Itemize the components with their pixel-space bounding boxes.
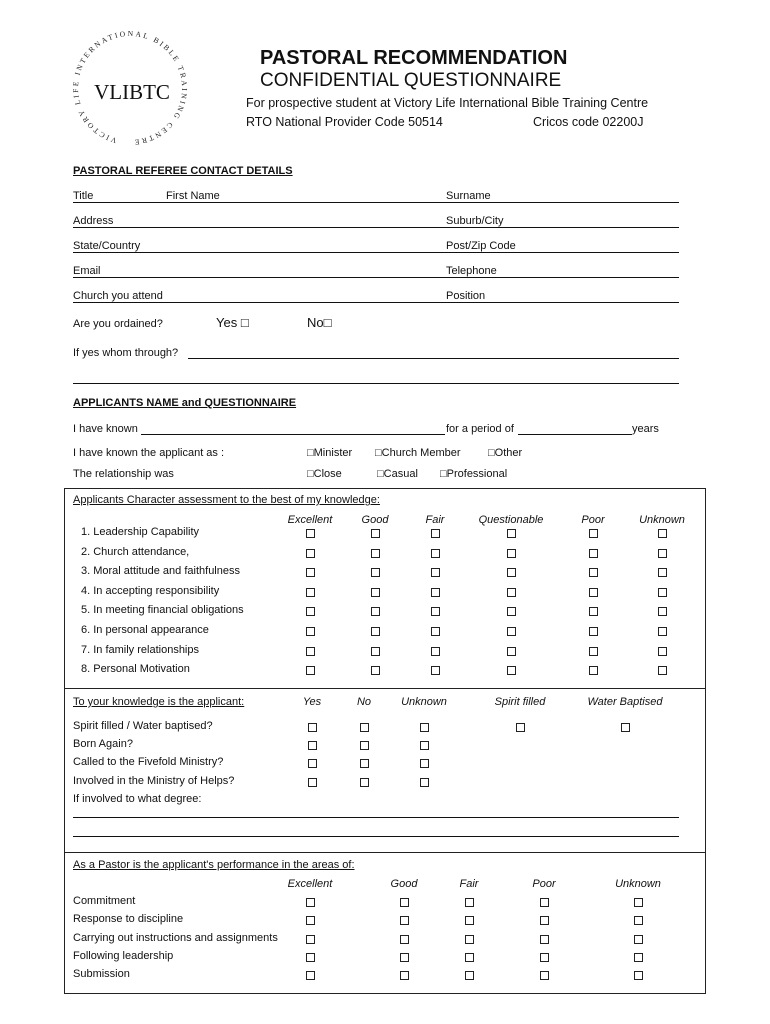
knowledge-item-label: Called to the Fivefold Ministry?	[73, 756, 224, 769]
character-item-label: 3. Moral attitude and faithfulness	[81, 565, 240, 578]
performance-col-good: Good	[390, 878, 418, 890]
performance-checkbox[interactable]	[306, 898, 315, 907]
character-checkbox[interactable]	[371, 647, 380, 656]
character-checkbox[interactable]	[658, 647, 667, 656]
knowledge-item-label: Involved in the Ministry of Helps?	[73, 774, 235, 787]
years-label: years	[632, 423, 659, 435]
character-col-good: Good	[361, 514, 389, 526]
performance-checkbox[interactable]	[306, 916, 315, 925]
performance-checkbox[interactable]	[634, 935, 643, 944]
character-checkbox[interactable]	[431, 647, 440, 656]
knowledge-checkbox[interactable]	[420, 759, 429, 768]
surname-label: Surname	[446, 190, 491, 202]
character-checkbox[interactable]	[371, 549, 380, 558]
known-as-label: I have known the applicant as :	[73, 447, 225, 459]
character-checkbox[interactable]	[371, 568, 380, 577]
character-item-label: 1. Leadership Capability	[81, 526, 200, 538]
character-checkbox[interactable]	[371, 588, 380, 597]
character-checkbox[interactable]	[658, 529, 667, 538]
knowledge-checkbox[interactable]	[360, 778, 369, 787]
church-field-line[interactable]	[73, 302, 679, 303]
performance-col-poor: Poor	[532, 878, 556, 890]
vlibtc-logo	[60, 30, 200, 150]
character-item-label: 8. Personal Motivation	[81, 663, 190, 676]
performance-checkbox[interactable]	[465, 916, 474, 925]
character-checkbox[interactable]	[589, 529, 598, 538]
knowledge-col-spirit-filled: Spirit filled	[494, 696, 546, 708]
other-option[interactable]: □Other	[488, 447, 523, 459]
character-checkbox[interactable]	[589, 666, 598, 675]
character-checkbox[interactable]	[507, 627, 516, 636]
character-checkbox[interactable]	[507, 666, 516, 675]
email-label: Email	[73, 265, 101, 277]
knowledge-item-label: Born Again?	[73, 738, 133, 751]
knowledge-checkbox[interactable]	[420, 778, 429, 787]
performance-checkbox[interactable]	[465, 935, 474, 944]
character-checkbox[interactable]	[507, 549, 516, 558]
performance-checkbox[interactable]	[634, 953, 643, 962]
knowledge-checkbox[interactable]	[420, 723, 429, 732]
knowledge-col-yes: Yes	[302, 696, 322, 708]
performance-checkbox[interactable]	[540, 971, 549, 980]
character-checkbox[interactable]	[507, 607, 516, 616]
character-checkbox[interactable]	[431, 549, 440, 558]
character-checkbox[interactable]	[507, 529, 516, 538]
performance-col-unknown: Unknown	[615, 878, 661, 890]
character-checkbox[interactable]	[306, 588, 315, 597]
knowledge-checkbox[interactable]	[621, 723, 630, 732]
position-label: Position	[446, 290, 486, 302]
cricos-code: Cricos code 02200J	[533, 115, 644, 129]
period-field-line[interactable]	[518, 434, 632, 435]
character-checkbox[interactable]	[306, 647, 315, 656]
character-checkbox[interactable]	[431, 627, 440, 636]
page-subtitle: CONFIDENTIAL QUESTIONNAIRE	[260, 70, 562, 91]
character-heading: Applicants Character assessment to the best of my knowledge:	[73, 494, 380, 506]
character-item-label: 2. Church attendance,	[81, 545, 190, 558]
church-member-option[interactable]: □Church Member	[375, 447, 461, 459]
logo-ring-text: VICTORY LIFE INTERNATIONAL BIBLE TRAINING CENTRE	[70, 30, 190, 148]
state-field-line[interactable]	[73, 252, 679, 253]
performance-item-label: Carrying out instructions and assignments	[73, 931, 278, 944]
header-line1: For prospective student at Victory Life International Bible Training Centre	[246, 96, 649, 110]
character-item-label: 4. In accepting responsibility	[81, 584, 220, 597]
performance-checkbox[interactable]	[400, 916, 409, 925]
performance-checkbox[interactable]	[400, 898, 409, 907]
performance-item-label: Submission	[73, 968, 130, 981]
performance-col-fair: Fair	[459, 878, 479, 890]
character-item-label: 5. In meeting financial obligations	[81, 604, 244, 617]
character-checkbox[interactable]	[306, 666, 315, 675]
knowledge-checkbox[interactable]	[360, 723, 369, 732]
performance-item-label: Following leadership	[73, 949, 174, 962]
performance-item-label: Response to discipline	[73, 913, 184, 926]
character-checkbox[interactable]	[507, 568, 516, 577]
performance-checkbox[interactable]	[540, 916, 549, 925]
relationship-label: The relationship was	[73, 468, 174, 480]
character-checkbox[interactable]	[658, 549, 667, 558]
character-checkbox[interactable]	[658, 588, 667, 597]
knowledge-checkbox[interactable]	[308, 778, 317, 787]
character-col-poor: Poor	[581, 514, 605, 526]
character-checkbox[interactable]	[306, 529, 315, 538]
knowledge-heading: To your knowledge is the applicant:	[73, 696, 245, 708]
degree-label: If involved to what degree:	[73, 793, 202, 805]
performance-checkbox[interactable]	[465, 898, 474, 907]
character-checkbox[interactable]	[431, 666, 440, 675]
title-label: Title	[73, 190, 94, 202]
character-checkbox[interactable]	[431, 588, 440, 597]
character-checkbox[interactable]	[589, 588, 598, 597]
character-checkbox[interactable]	[658, 666, 667, 675]
performance-checkbox[interactable]	[540, 935, 549, 944]
character-checkbox[interactable]	[306, 627, 315, 636]
performance-checkbox[interactable]	[306, 971, 315, 980]
performance-col-excellent: Excellent	[287, 878, 333, 890]
known-label: I have known	[73, 423, 138, 435]
knowledge-col-water-baptised: Water Baptised	[587, 696, 663, 708]
character-checkbox[interactable]	[371, 627, 380, 636]
character-checkbox[interactable]	[658, 568, 667, 577]
character-checkbox[interactable]	[658, 607, 667, 616]
postcode-label: Post/Zip Code	[446, 240, 516, 252]
page-title: PASTORAL RECOMMENDATION	[260, 47, 568, 69]
performance-checkbox[interactable]	[634, 971, 643, 980]
knowledge-col-no: No	[356, 696, 372, 708]
whom-field-line[interactable]	[188, 358, 679, 359]
knowledge-item-label: Spirit filled / Water baptised?	[73, 720, 213, 732]
character-checkbox[interactable]	[371, 529, 380, 538]
character-checkbox[interactable]	[431, 529, 440, 538]
character-checkbox[interactable]	[371, 607, 380, 616]
character-checkbox[interactable]	[589, 568, 598, 577]
character-checkbox[interactable]	[371, 666, 380, 675]
period-label: for a period of	[446, 423, 514, 435]
knowledge-col-unknown: Unknown	[401, 696, 447, 708]
degree-field-line-2[interactable]	[73, 836, 679, 837]
character-col-excellent: Excellent	[287, 514, 333, 526]
name-field-line[interactable]	[73, 202, 679, 203]
section-divider-2	[65, 852, 705, 853]
character-checkbox[interactable]	[507, 647, 516, 656]
performance-heading: As a Pastor is the applicant's performance in the areas of:	[73, 859, 355, 871]
known-field-line[interactable]	[141, 434, 445, 435]
performance-checkbox[interactable]	[400, 953, 409, 962]
rto-code: RTO National Provider Code 50514	[246, 115, 443, 129]
address-label: Address	[73, 215, 114, 227]
character-col-fair: Fair	[425, 514, 445, 526]
knowledge-checkbox[interactable]	[420, 741, 429, 750]
ordained-yes[interactable]: Yes □	[216, 315, 249, 330]
state-label: State/Country	[73, 240, 141, 252]
knowledge-checkbox[interactable]	[308, 741, 317, 750]
character-checkbox[interactable]	[507, 588, 516, 597]
character-col-questionable: Questionable	[478, 514, 544, 526]
performance-checkbox[interactable]	[634, 916, 643, 925]
character-checkbox[interactable]	[589, 607, 598, 616]
address-field-line[interactable]	[73, 227, 679, 228]
section-divider-1	[65, 688, 705, 689]
performance-checkbox[interactable]	[634, 898, 643, 907]
knowledge-checkbox[interactable]	[360, 741, 369, 750]
casual-option[interactable]: □Casual	[377, 468, 418, 480]
performance-checkbox[interactable]	[465, 971, 474, 980]
character-checkbox[interactable]	[658, 627, 667, 636]
ordained-label: Are you ordained?	[73, 318, 163, 330]
ordained-no[interactable]: No□	[307, 315, 332, 330]
email-field-line[interactable]	[73, 277, 679, 278]
character-checkbox[interactable]	[589, 647, 598, 656]
telephone-label: Telephone	[446, 265, 497, 277]
character-checkbox[interactable]	[589, 627, 598, 636]
character-item-label: 7. In family relationships	[81, 643, 199, 656]
minister-option[interactable]: □Minister	[307, 447, 353, 459]
performance-checkbox[interactable]	[306, 953, 315, 962]
character-checkbox[interactable]	[306, 549, 315, 558]
first-name-label: First Name	[166, 190, 220, 202]
degree-field-line[interactable]	[73, 817, 679, 818]
character-checkbox[interactable]	[589, 549, 598, 558]
performance-checkbox[interactable]	[540, 953, 549, 962]
performance-checkbox[interactable]	[400, 935, 409, 944]
knowledge-checkbox[interactable]	[308, 759, 317, 768]
character-col-unknown: Unknown	[639, 514, 685, 526]
whom-label: If yes whom through?	[73, 347, 179, 359]
character-checkbox[interactable]	[306, 568, 315, 577]
character-checkbox[interactable]	[431, 607, 440, 616]
whom-field-line-2[interactable]	[73, 383, 679, 384]
logo-text: VLIBTC	[94, 80, 170, 104]
character-checkbox[interactable]	[431, 568, 440, 577]
close-option[interactable]: □Close	[307, 468, 342, 480]
character-item-label: 6. In personal appearance	[81, 624, 209, 636]
performance-checkbox[interactable]	[306, 935, 315, 944]
suburb-label: Suburb/City	[446, 215, 504, 227]
performance-checkbox[interactable]	[540, 898, 549, 907]
performance-checkbox[interactable]	[465, 953, 474, 962]
knowledge-checkbox[interactable]	[516, 723, 525, 732]
professional-option[interactable]: □Professional	[440, 468, 508, 480]
referee-heading: PASTORAL REFEREE CONTACT DETAILS	[73, 165, 293, 177]
performance-item-label: Commitment	[73, 895, 136, 907]
knowledge-checkbox[interactable]	[308, 723, 317, 732]
applicant-heading: APPLICANTS NAME and QUESTIONNAIRE	[73, 397, 297, 409]
character-checkbox[interactable]	[306, 607, 315, 616]
performance-checkbox[interactable]	[400, 971, 409, 980]
knowledge-checkbox[interactable]	[360, 759, 369, 768]
church-label: Church you attend	[73, 290, 163, 302]
